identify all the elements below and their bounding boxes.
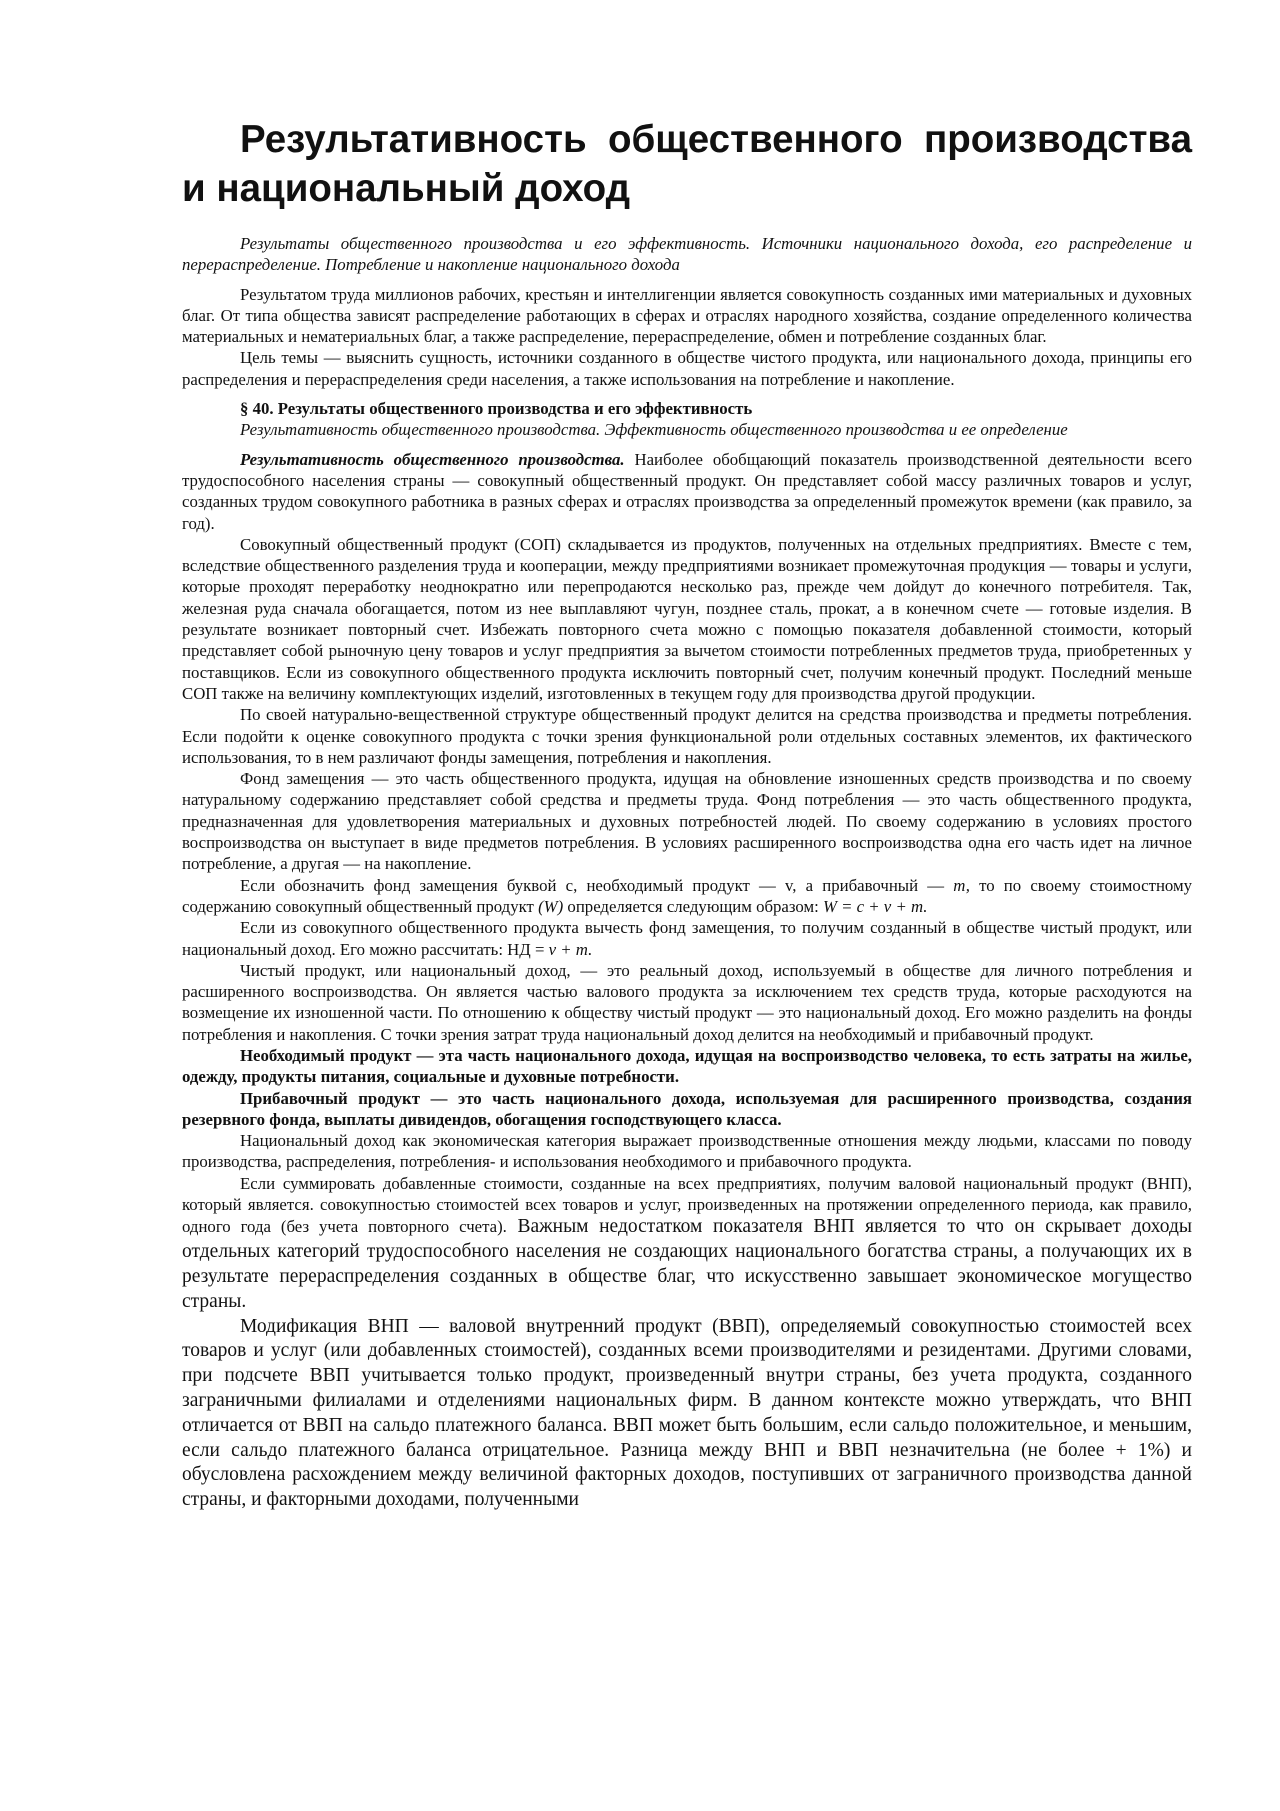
paragraph-results xyxy=(182,449,1192,534)
gnp-text-large: Важным недостатком показателя ВНП является то что он скрывает доходы отдельных категорий трудоспособного населения не создающих национального богатства страны, а получающих их в результате перераспределения созданных в обществе благ, что искусственно завышает экономическое могущество страны. xyxy=(182,1216,1193,1312)
nd-equation: v + т. xyxy=(548,939,593,959)
formula-m: т, xyxy=(953,875,970,895)
formula-equation: W = с + v + т. xyxy=(822,896,928,916)
paragraph-surplus-product: Прибавочный продукт — это часть национального дохода, используемая для расширенного производства, создания резервного фонда, выплаты дивидендов, обогащения господствующего класса. xyxy=(182,1088,1192,1129)
document-page xyxy=(182,115,1192,1513)
paragraph-natural-structure: По своей натурально-вещественной структуре общественный продукт делится на средства производства и предметы потребления. Если подойти к оценке совокупного продукта с точки зрения функциональной роли отдельных составных элементов, их фактического использования, то в нем различают фонды замещения, потребления и накопления. xyxy=(182,705,1192,767)
paragraph-sop: Совокупный общественный продукт (СОП) складывается из продуктов, полученных на отдельных предприятиях. Вместе с тем, вследствие общественного разделения труда и кооперации, между предприятиями возникает промежуточная продукция — товары и услуги, которые проходят переработку неоднократно или перепродаются несколько раз, прежде чем дойдут до конечного потребителя. Так, железная руда сначала обогащается, потом из нее выплавляют чугун, позднее сталь, прокат, а в конечном счете — готовые изделия. В результате возникает повторный счет. Избежать повторного счета можно с помощью показателя добавленной стоимости, который представляет собой рыночную цену товаров и услуг предприятия за вычетом стоимости потребленных предметов труда, приобретенных у поставщиков. Если из совокупного общественного продукта исключить повторный счет, получим конечный продукт. Последний меньше СОП также на величину комплектующих изделий, изготовленных в текущем году для производства другой продукции. xyxy=(182,534,1192,703)
formula-text-b: то по своему стоимостному содержанию совокупный общественный продукт xyxy=(182,875,1192,916)
lead-text: Наиболее обобщающий показатель производственной деятельности всего трудоспособного населения страны — совокупный общественный продукт. Он представляет собой массу различных товаров и услуг, созданных трудом совокупного работника в разных сферах и отраслях производства за определенный промежуток времени (как правило, за год). xyxy=(182,449,1192,533)
paragraph-net-product: Чистый продукт, или национальный доход, — это реальный доход, используемый в обществе для личного потребления и расширенного воспроизводства. Он является частью валового продукта за исключением тех средств труда, которые расходуются на возмещение их изношенной части. По отношению к обществу чистый продукт — это национальный доход. Его можно разделить на фонды потребления и накопления. С точки зрения затрат труда национальный доход делится на необходимый и прибавочный продукт. xyxy=(182,960,1192,1044)
section-subheading: Результативность общественного производства. Эффективность общественного производства и ее определение xyxy=(240,420,1068,440)
paragraph-funds: Фонд замещения — это часть общественного продукта, идущая на обновление изношенных средств производства и по своему натуральному содержанию представляет собой средства и предметы труда. Фонд потребления — это часть общественного продукта, предназначенная для удовлетворения материальных и духовных потребностей людей. По своему содержанию в условиях простого воспроизводства он выступает в виде предметов потребления. В условиях расширенного воспроизводства одна его часть идет на личное потребление, а другая — на накопление. xyxy=(182,769,1192,874)
intro-paragraph-1: Результатом труда миллионов рабочих, крестьян и интеллигенции является совокупность созданных ими материальных и духовных благ. От типа общества зависят распределение работающих в сферах и отраслях народного хозяйства, создание определенного количества материальных и нематериальных благ, а также распределение, перераспределение, обмен и потребление созданных благ. xyxy=(182,284,1192,347)
formula-text-a: Если обозначить фонд замещения буквой с, необходимый продукт — v, а прибавочный — xyxy=(240,875,954,895)
paragraph-gdp: Модификация ВНП — валовой внутренний продукт (ВВП), определяемый совокупностью стоимостей всех товаров и услуг (или добавленных стоимостей), созданных всеми производителями и резидентами. Другими словами, при подсчете ВВП учитывается только продукт, произведенный внутри страны, без учета продукта, созданного заграничными филиалами и отделениями национальных фирм. В данном контексте можно утверждать, что ВНП отличается от ВВП на сальдо платежного баланса. ВВП может быть большим, если сальдо положительное, и меньшим, если сальдо платежного баланса отрицательное. Разница между ВНП и ВВП незначительна (не более + 1%) и обусловлена расхождением между величиной факторных доходов, поступивших от заграничного производства данной страны, и факторными доходами, полученными xyxy=(182,1315,1192,1511)
paragraph-economic-category: Национальный доход как экономическая категория выражает производственные отношения между людьми, классами по поводу производства, распределения, потребления- и использования необходимого и прибавочного продукта. xyxy=(182,1131,1192,1172)
formula-w: (W) xyxy=(538,896,564,916)
intro-paragraph-2: Цель темы — выяснить сущность, источники созданного в обществе чистого продукта, или национального дохода, принципы его распределения и перераспределения среди населения, а также использования на потребление и накопление. xyxy=(182,348,1192,389)
paragraph-national-income xyxy=(182,917,1192,960)
paragraph-formula xyxy=(182,875,1192,918)
formula-text-c: определяется следующим образом: xyxy=(563,896,823,916)
lead-term: Результативность общественного производства. xyxy=(240,449,625,469)
chapter-subtitle: Результаты общественного производства и его эффективность. Источники национального дохода, его распределение и перераспределение. Потребление и накопление национального дохода xyxy=(182,234,1192,275)
section-heading: § 40. Результаты общественного производства и его эффективность xyxy=(240,399,753,419)
page-title: Результативность общественного производства и национальный доход xyxy=(182,118,1192,210)
nd-text: Если из совокупного общественного продукта вычесть фонд замещения, то получим созданный в обществе чистый продукт, или национальный доход. Его можно рассчитать: НД = xyxy=(182,918,1192,959)
gnp-text-small: Если суммировать добавленные стоимости, созданные на всех предприятиях, получим валовой национальный продукт (ВНП), который является. совокупностью стоимостей всех товаров и услуг, произведенных на протяжении определенного периода, как правило, одного года (без учета повторного счета). xyxy=(182,1173,1192,1237)
paragraph-gnp xyxy=(182,1173,1192,1315)
paragraph-necessary-product: Необходимый продукт — эта часть национального дохода, идущая на воспроизводство человека, то есть затраты на жилье, одежду, продукты питания, социальные и духовные потребности. xyxy=(182,1045,1192,1087)
